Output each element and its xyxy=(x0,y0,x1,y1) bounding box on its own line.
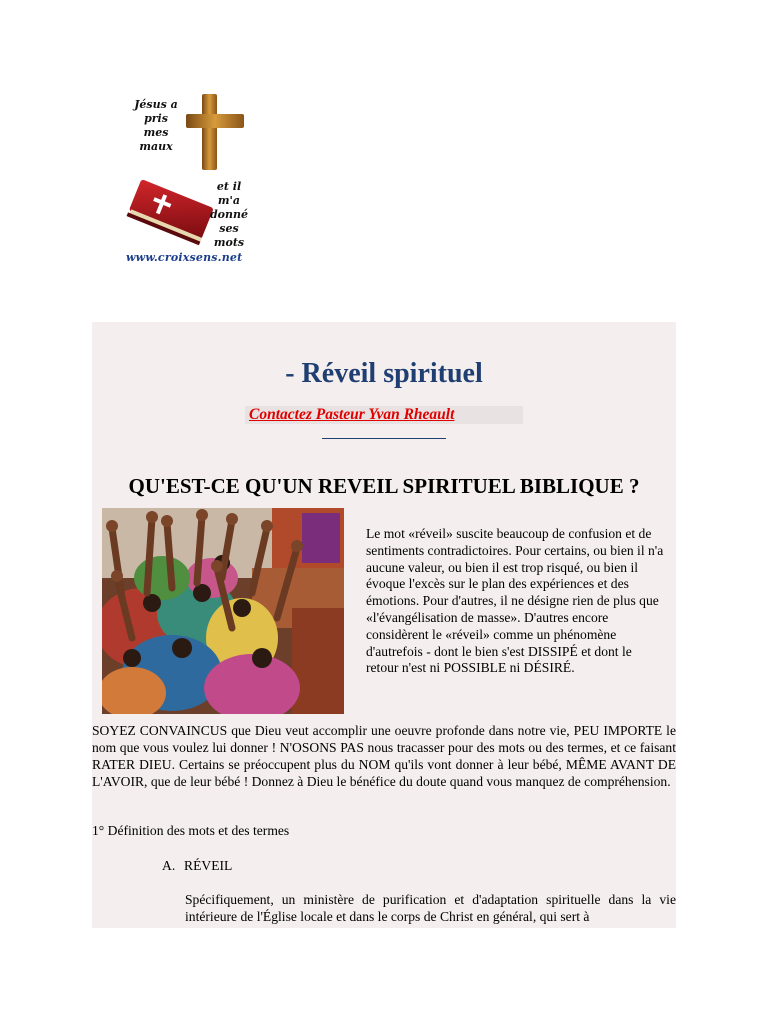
article-heading: QU'EST-CE QU'UN REVEIL SPIRITUEL BIBLIQUE ? xyxy=(128,474,640,498)
definition-paragraph: Spécifiquement, un ministère de purification et d'adaptation spirituelle dans la vie intérieure de l'Église locale et dans le corps de Christ en général, qui sert à xyxy=(185,892,676,924)
worship-crowd-photo xyxy=(102,508,344,714)
title-divider xyxy=(322,438,446,439)
contact-pastor-link[interactable]: Contactez Pasteur Yvan Rheault xyxy=(249,406,455,423)
intro-paragraph: Le mot «réveil» suscite beaucoup de confusion et de sentiments contradictoires. Pour certains, ou bien il n'a aucune valeur, ou bien il est trop risqué, ou bien il évoque l'excès sur le plan des expériences et des émotions. Pour d'autres, il ne désigne rien de plus que «l'évangélisation de masse». D'autres encore considèrent le «réveil» comme un phénomène d'autrefois - dont le bien s'est DISSIPÉ et dont le retour n'est ni POSSIBLE ni DÉSIRÉ. xyxy=(366,526,664,676)
logo-tagline-1: Jésus a pris mes maux xyxy=(134,98,178,153)
list-marker: A. xyxy=(162,858,176,873)
logo-url: www.croixsens.net xyxy=(126,251,243,264)
article-panel xyxy=(92,322,676,928)
section-title: 1° Définition des mots et des termes xyxy=(92,823,290,838)
site-logo[interactable] xyxy=(120,88,260,270)
contact-link-highlight xyxy=(245,406,523,424)
body-paragraph: SOYEZ CONVAINCUS que Dieu veut accomplir une oeuvre profonde dans notre vie, PEU IMPORTE le nom que vous voulez lui donner ! N'OSONS PAS nous tracasser pour des mots ou des termes, et ce faisant RATER DIEU. Certains se préoccupent plus du NOM qu'ils vont donner à leur bébé, MÊME AVANT DE L'AVOIR, que de leur bébé ! Donnez à Dieu le bénéfice du doute quand vous manquez de compréhension. xyxy=(92,723,676,789)
logo-tagline-2: et il m'a donné ses mots xyxy=(209,180,249,249)
list-item-label: RÉVEIL xyxy=(184,858,233,873)
page-title: - Réveil spirituel xyxy=(285,358,483,389)
list-item-reveil xyxy=(162,858,232,874)
